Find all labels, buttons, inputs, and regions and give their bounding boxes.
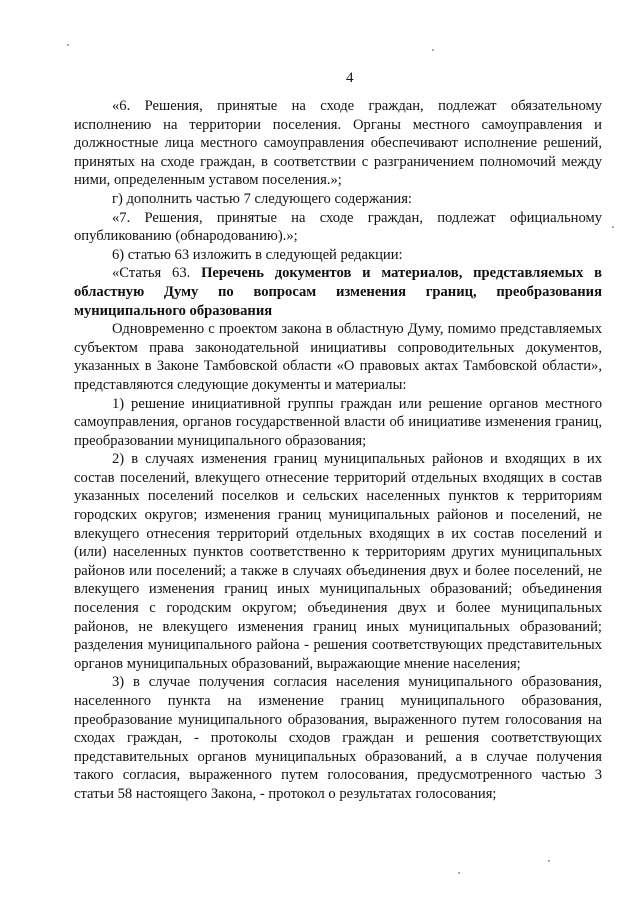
list-item: 1) решение инициативной группы граждан или решение органов местного самоуправления, органов государственной власти об инициативе изменения границ, преобразовании муниципального образования; xyxy=(74,395,602,449)
paragraph: «7. Решения, принятые на сходе граждан, подлежат официальному опубликованию (обнародованию).»; xyxy=(74,209,602,245)
scan-speck xyxy=(67,44,69,46)
scan-speck xyxy=(548,860,550,862)
list-item: 2) в случаях изменения границ муниципальных районов и входящих в их состав поселений, влекущего отнесение территорий отдельных входящих в состав указанных поселений поселков и сельских населенных пунктов к территориям городских округов; изменения границ муниципальных районов и поселений, не влекущего отнесения территорий отдельных входящих в их состав поселений и (или) населенных пунктов соответственно к территориям других муниципальных районов или поселений; а также в случаях объединения двух и более поселений, не влекущего изменения границ иных муниципальных образований; объединения поселения с городским округом; объединения двух и более муниципальных районов, не влекущего изменения границ иных муниципальных образований; разделения муниципального района - решения соответствующих представительных органов муниципальных образований, выражающие мнение населения; xyxy=(74,451,602,672)
paragraph: «6. Решения, принятые на сходе граждан, подлежат обязательному исполнению на территории поселения. Органы местного самоуправления и должностные лица местного самоуправления обеспечивают исполнение решений, принятых на сходе граждан, в соответствии с разграничением полномочий между ними, определенным уставом поселения.»; xyxy=(74,98,602,189)
scan-speck xyxy=(612,226,614,228)
article-title: Перечень документов и материалов, представляемых в областную Думу по вопросам изменения границ, преобразования муниципального образования xyxy=(74,265,602,319)
paragraph: Одновременно с проектом закона в областную Думу, помимо представляемых субъектом права законодательной инициативы сопроводительных документов, указанных в Законе Тамбовской области «О правовых актах Тамбовской области», представляются следующие документы и материалы: xyxy=(74,321,602,393)
scan-speck xyxy=(458,872,460,874)
paragraph: г) дополнить частью 7 следующего содержания: xyxy=(112,190,412,207)
article-heading xyxy=(74,264,602,320)
scan-speck xyxy=(432,49,434,51)
paragraph: 6) статью 63 изложить в следующей редакции: xyxy=(112,246,403,263)
list-item: 3) в случае получения согласия населения муниципального образования, населенного пункта на изменение границ муниципального образования, преобразование муниципального образования, выраженного путем голосования на сходах граждан, - протоколы сходов граждан и решения соответствующих представительных органов муниципальных образований, а в случае получения такого согласия, выраженного путем голосования, предусмотренного частью 3 статьи 58 настоящего Закона, - протокол о результатах голосования; xyxy=(74,674,602,802)
document-body xyxy=(74,97,602,804)
article-prefix: «Статья 63. xyxy=(112,265,202,282)
page-number: 4 xyxy=(346,70,354,86)
